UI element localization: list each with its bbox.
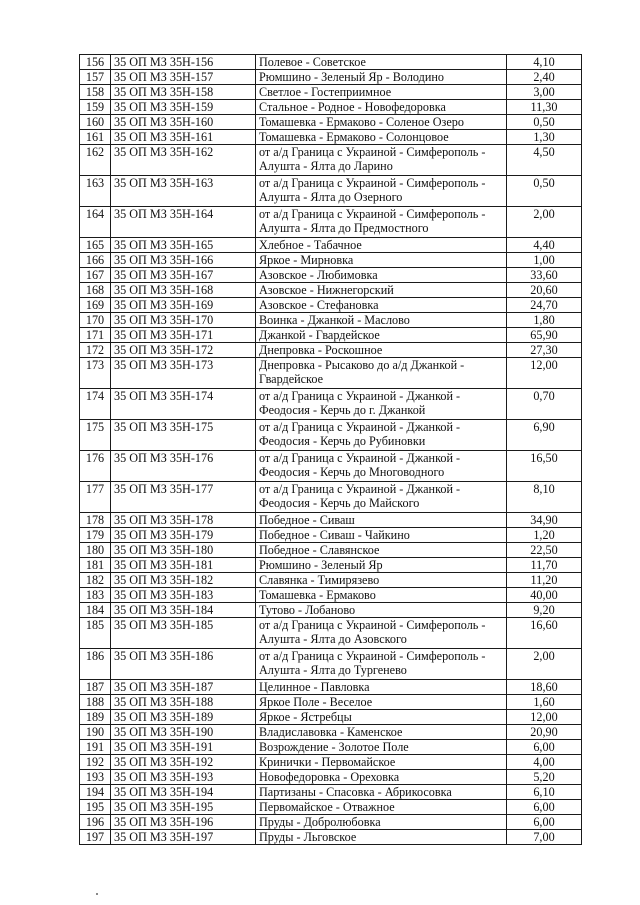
road-length: 2,40 [507,70,582,85]
table-row [80,649,582,680]
road-length: 1,00 [507,253,582,268]
road-name: Возрождение - Золотое Поле [256,740,507,755]
table-row [80,528,582,543]
table-row [80,543,582,558]
road-code: 35 ОП МЗ 35Н-183 [111,588,256,603]
table-row [80,695,582,710]
road-code: 35 ОП МЗ 35Н-192 [111,755,256,770]
row-number: 177 [80,482,111,513]
road-name: Яркое Поле - Веселое [256,695,507,710]
row-number: 157 [80,70,111,85]
road-length: 11,70 [507,558,582,573]
road-name: Славянка - Тимирязево [256,573,507,588]
road-code: 35 ОП МЗ 35Н-156 [111,55,256,70]
table-row [80,207,582,238]
row-number: 164 [80,207,111,238]
road-name: Томашевка - Ермаково [256,588,507,603]
road-code: 35 ОП МЗ 35Н-194 [111,785,256,800]
table-row [80,328,582,343]
row-number: 188 [80,695,111,710]
road-code: 35 ОП МЗ 35Н-187 [111,680,256,695]
road-code: 35 ОП МЗ 35Н-161 [111,130,256,145]
row-number: 171 [80,328,111,343]
road-name: от а/д Граница с Украиной - Симферополь - Алушта - Ялта до Предмостного [256,207,507,238]
row-number: 179 [80,528,111,543]
road-code: 35 ОП МЗ 35Н-169 [111,298,256,313]
table-row [80,145,582,176]
road-code: 35 ОП МЗ 35Н-172 [111,343,256,358]
road-name: Партизаны - Спасовка - Абрикосовка [256,785,507,800]
road-length: 8,10 [507,482,582,513]
road-length: 40,00 [507,588,582,603]
table-row [80,253,582,268]
road-name: Целинное - Павловка [256,680,507,695]
table-row [80,343,582,358]
row-number: 192 [80,755,111,770]
table-row [80,740,582,755]
row-number: 175 [80,420,111,451]
row-number: 186 [80,649,111,680]
road-length: 16,60 [507,618,582,649]
road-code: 35 ОП МЗ 35Н-163 [111,176,256,207]
roads-table [79,54,582,845]
road-name: Рюмшино - Зеленый Яр - Володино [256,70,507,85]
row-number: 167 [80,268,111,283]
road-code: 35 ОП МЗ 35Н-157 [111,70,256,85]
road-length: 4,00 [507,755,582,770]
table-row [80,420,582,451]
table-row [80,298,582,313]
road-name: Яркое - Ястребцы [256,710,507,725]
road-code: 35 ОП МЗ 35Н-171 [111,328,256,343]
road-length: 6,00 [507,800,582,815]
road-code: 35 ОП МЗ 35Н-191 [111,740,256,755]
road-code: 35 ОП МЗ 35Н-188 [111,695,256,710]
table-row [80,55,582,70]
road-length: 1,60 [507,695,582,710]
row-number: 169 [80,298,111,313]
row-number: 172 [80,343,111,358]
row-number: 181 [80,558,111,573]
road-name: Тутово - Лобаново [256,603,507,618]
row-number: 163 [80,176,111,207]
road-code: 35 ОП МЗ 35Н-196 [111,815,256,830]
roads-table-body [80,55,582,845]
road-length: 20,60 [507,283,582,298]
row-number: 166 [80,253,111,268]
row-number: 162 [80,145,111,176]
road-length: 6,10 [507,785,582,800]
road-name: Пруды - Добролюбовка [256,815,507,830]
road-length: 12,00 [507,710,582,725]
road-code: 35 ОП МЗ 35Н-174 [111,389,256,420]
road-length: 24,70 [507,298,582,313]
road-name: Днепровка - Рысаково до а/д Джанкой - Гвардейское [256,358,507,389]
table-row [80,680,582,695]
road-code: 35 ОП МЗ 35Н-173 [111,358,256,389]
row-number: 189 [80,710,111,725]
road-name: Джанкой - Гвардейское [256,328,507,343]
table-row [80,815,582,830]
row-number: 195 [80,800,111,815]
road-length: 2,00 [507,207,582,238]
road-length: 0,50 [507,115,582,130]
road-name: Рюмшино - Зеленый Яр [256,558,507,573]
road-code: 35 ОП МЗ 35Н-177 [111,482,256,513]
table-row [80,389,582,420]
road-code: 35 ОП МЗ 35Н-180 [111,543,256,558]
road-length: 16,50 [507,451,582,482]
road-length: 1,20 [507,528,582,543]
table-row [80,238,582,253]
road-name: Победное - Сиваш - Чайкино [256,528,507,543]
road-length: 5,20 [507,770,582,785]
road-name: Победное - Славянское [256,543,507,558]
road-length: 18,60 [507,680,582,695]
table-row [80,358,582,389]
table-row [80,770,582,785]
road-name: от а/д Граница с Украиной - Симферополь - Алушта - Ялта до Тургенево [256,649,507,680]
road-name: Яркое - Мирновка [256,253,507,268]
row-number: 180 [80,543,111,558]
road-length: 9,20 [507,603,582,618]
table-row [80,800,582,815]
road-name: Хлебное - Табачное [256,238,507,253]
road-code: 35 ОП МЗ 35Н-182 [111,573,256,588]
road-code: 35 ОП МЗ 35Н-184 [111,603,256,618]
table-row [80,313,582,328]
road-length: 34,90 [507,513,582,528]
table-row [80,283,582,298]
road-code: 35 ОП МЗ 35Н-185 [111,618,256,649]
table-row [80,482,582,513]
road-name: от а/д Граница с Украиной - Джанкой - Феодосия - Керчь до г. Джанкой [256,389,507,420]
road-name: от а/д Граница с Украиной - Симферополь - Алушта - Ялта до Озерного [256,176,507,207]
table-row [80,573,582,588]
road-name: Победное - Сиваш [256,513,507,528]
road-length: 1,30 [507,130,582,145]
table-row [80,725,582,740]
road-length: 2,00 [507,649,582,680]
road-length: 0,70 [507,389,582,420]
road-length: 27,30 [507,343,582,358]
road-name: Томашевка - Ермаково - Соленое Озеро [256,115,507,130]
table-row [80,513,582,528]
row-number: 161 [80,130,111,145]
road-code: 35 ОП МЗ 35Н-167 [111,268,256,283]
road-name: от а/д Граница с Украиной - Джанкой - Феодосия - Керчь до Рубиновки [256,420,507,451]
row-number: 193 [80,770,111,785]
row-number: 159 [80,100,111,115]
road-length: 4,40 [507,238,582,253]
road-code: 35 ОП МЗ 35Н-164 [111,207,256,238]
table-row [80,100,582,115]
table-row [80,830,582,845]
row-number: 190 [80,725,111,740]
road-code: 35 ОП МЗ 35Н-160 [111,115,256,130]
road-code: 35 ОП МЗ 35Н-176 [111,451,256,482]
road-name: от а/д Граница с Украиной - Джанкой - Феодосия - Керчь до Майского [256,482,507,513]
table-row [80,268,582,283]
road-name: Пруды - Льговское [256,830,507,845]
road-code: 35 ОП МЗ 35Н-181 [111,558,256,573]
row-number: 168 [80,283,111,298]
row-number: 178 [80,513,111,528]
row-number: 187 [80,680,111,695]
row-number: 174 [80,389,111,420]
row-number: 184 [80,603,111,618]
row-number: 182 [80,573,111,588]
scan-speck [96,893,98,895]
road-length: 3,00 [507,85,582,100]
road-name: Светлое - Гостеприимное [256,85,507,100]
road-code: 35 ОП МЗ 35Н-162 [111,145,256,176]
road-name: Владиславовка - Каменское [256,725,507,740]
road-length: 12,00 [507,358,582,389]
table-row [80,70,582,85]
table-row [80,130,582,145]
road-code: 35 ОП МЗ 35Н-197 [111,830,256,845]
table-row [80,603,582,618]
row-number: 156 [80,55,111,70]
road-code: 35 ОП МЗ 35Н-179 [111,528,256,543]
road-code: 35 ОП МЗ 35Н-193 [111,770,256,785]
row-number: 170 [80,313,111,328]
road-code: 35 ОП МЗ 35Н-190 [111,725,256,740]
row-number: 165 [80,238,111,253]
road-code: 35 ОП МЗ 35Н-195 [111,800,256,815]
table-row [80,115,582,130]
road-name: Кринички - Первомайское [256,755,507,770]
road-length: 11,20 [507,573,582,588]
road-code: 35 ОП МЗ 35Н-186 [111,649,256,680]
road-name: Азовское - Любимовка [256,268,507,283]
table-row [80,785,582,800]
road-code: 35 ОП МЗ 35Н-175 [111,420,256,451]
road-code: 35 ОП МЗ 35Н-178 [111,513,256,528]
road-length: 22,50 [507,543,582,558]
road-length: 6,90 [507,420,582,451]
road-name: Первомайское - Отважное [256,800,507,815]
road-code: 35 ОП МЗ 35Н-165 [111,238,256,253]
road-length: 6,00 [507,815,582,830]
road-name: Воинка - Джанкой - Маслово [256,313,507,328]
road-length: 7,00 [507,830,582,845]
road-name: от а/д Граница с Украиной - Симферополь - Алушта - Ялта до Азовского [256,618,507,649]
row-number: 191 [80,740,111,755]
road-name: Новофедоровка - Ореховка [256,770,507,785]
road-name: Днепровка - Роскошное [256,343,507,358]
road-code: 35 ОП МЗ 35Н-168 [111,283,256,298]
road-code: 35 ОП МЗ 35Н-159 [111,100,256,115]
road-length: 1,80 [507,313,582,328]
road-length: 20,90 [507,725,582,740]
table-row [80,618,582,649]
road-length: 6,00 [507,740,582,755]
table-row [80,588,582,603]
road-code: 35 ОП МЗ 35Н-158 [111,85,256,100]
row-number: 197 [80,830,111,845]
road-code: 35 ОП МЗ 35Н-189 [111,710,256,725]
road-name: от а/д Граница с Украиной - Джанкой - Феодосия - Керчь до Многоводного [256,451,507,482]
road-length: 0,50 [507,176,582,207]
row-number: 194 [80,785,111,800]
road-length: 11,30 [507,100,582,115]
row-number: 173 [80,358,111,389]
table-row [80,451,582,482]
road-length: 33,60 [507,268,582,283]
table-row [80,755,582,770]
road-length: 65,90 [507,328,582,343]
road-name: Азовское - Нижнегорский [256,283,507,298]
row-number: 160 [80,115,111,130]
row-number: 185 [80,618,111,649]
row-number: 176 [80,451,111,482]
road-name: Томашевка - Ермаково - Солонцовое [256,130,507,145]
row-number: 158 [80,85,111,100]
road-code: 35 ОП МЗ 35Н-166 [111,253,256,268]
road-code: 35 ОП МЗ 35Н-170 [111,313,256,328]
row-number: 196 [80,815,111,830]
road-name: от а/д Граница с Украиной - Симферополь - Алушта - Ялта до Ларино [256,145,507,176]
table-row [80,710,582,725]
road-name: Полевое - Советское [256,55,507,70]
road-name: Стальное - Родное - Новофедоровка [256,100,507,115]
table-row [80,558,582,573]
table-row [80,85,582,100]
row-number: 183 [80,588,111,603]
road-length: 4,50 [507,145,582,176]
road-name: Азовское - Стефановка [256,298,507,313]
table-row [80,176,582,207]
road-length: 4,10 [507,55,582,70]
